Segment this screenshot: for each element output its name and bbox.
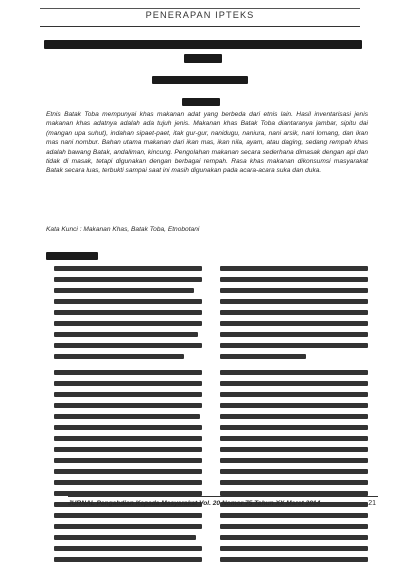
body-line-illegible	[220, 469, 368, 474]
title-line	[184, 54, 222, 63]
body-line-illegible	[220, 403, 368, 408]
body-line-illegible	[220, 414, 368, 419]
body-line-illegible	[54, 447, 202, 452]
body-line-illegible	[54, 343, 202, 348]
body-line-illegible	[220, 332, 368, 337]
body-line-illegible	[220, 321, 368, 326]
body-line-illegible	[54, 310, 202, 315]
body-line-illegible	[220, 392, 368, 397]
body-line-illegible	[220, 343, 368, 348]
body-line-illegible	[54, 414, 200, 419]
header-rule-top	[40, 8, 360, 9]
body-line-illegible	[220, 458, 368, 463]
body-line-illegible	[54, 524, 202, 529]
body-line-illegible	[220, 266, 368, 271]
body-line-illegible	[220, 288, 368, 293]
body-line-illegible	[220, 546, 368, 551]
body-line-illegible	[54, 299, 202, 304]
body-line-illegible	[54, 535, 196, 540]
page-number: 21	[368, 500, 376, 507]
body-line-illegible	[54, 513, 202, 518]
body-line-illegible	[54, 403, 202, 408]
body-line-illegible	[54, 332, 198, 337]
body-line-illegible	[54, 288, 194, 293]
title-line	[44, 40, 362, 49]
intro-heading-illegible	[46, 252, 102, 266]
abstract-heading-line	[182, 98, 220, 106]
body-line-illegible	[220, 310, 368, 315]
intro-heading-line	[46, 252, 98, 260]
keywords: Kata Kunci : Makanan Khas, Batak Toba, Etnobotani	[46, 226, 200, 233]
body-line-illegible	[220, 557, 368, 562]
journal-info: JURNAL Pengabdian Kepada Masyarakat Vol. 20 Nomor 75 Tahun XX Maret 2014	[68, 500, 321, 507]
body-line-illegible	[54, 277, 202, 282]
body-line-illegible	[54, 436, 202, 441]
body-line-illegible	[54, 392, 202, 397]
body-line-illegible	[220, 425, 368, 430]
body-line-illegible	[54, 557, 202, 562]
page-footer	[68, 496, 378, 507]
body-line-illegible	[220, 354, 306, 359]
body-line-illegible	[220, 370, 368, 375]
abstract-text: Etnis Batak Toba mempunyai khas makanan adat yang berbeda dari etnis lain. Hasil inventarisasi jenis makanan khas adatnya adalah ada tujuh jenis. Makanan khas Batak Toba diantaranya jambar, sipitu dai (mangan upa suhut), indahan sipaet-paet, itak gur-gur, nanidugu, naniura, nani arsik, nani lomang, dan ikan mas nani nombur. Bahan utama makanan dari ikan mas, ikan nila, ayam, atau daging, sedang rempah khas adalah bawang Batak, andaliman, kincung. Pengolahan makanan secara sederhana dimasak dengan api dan tidak di masak, tetapi digunakan dengan berbagai rempah. Rasa khas makanan dikonsumsi masyarakat Batak secara luas, terbukti sampai saat ini masih digunakan pada acara-acara suka dan duka.	[46, 111, 368, 175]
body-line-illegible	[220, 513, 368, 518]
body-line-illegible	[220, 436, 368, 441]
body-line-illegible	[54, 425, 202, 430]
body-line-illegible	[54, 354, 184, 359]
body-line-illegible	[220, 299, 368, 304]
body-line-illegible	[54, 266, 202, 271]
article-title-illegible	[44, 40, 366, 68]
body-line-illegible	[54, 458, 202, 463]
body-line-illegible	[54, 546, 202, 551]
body-line-illegible	[54, 469, 202, 474]
body-column-left	[54, 266, 202, 568]
running-head: PENERAPAN IPTEKS	[145, 10, 255, 20]
body-line-illegible	[220, 381, 368, 386]
body-line-illegible	[54, 381, 202, 386]
header-rule-bottom	[40, 26, 360, 27]
author-illegible	[152, 76, 252, 90]
body-line-illegible	[54, 480, 202, 485]
author-line	[152, 76, 248, 84]
body-line-illegible	[220, 480, 368, 485]
body-line-illegible	[220, 447, 368, 452]
body-line-illegible	[54, 370, 202, 375]
body-line-illegible	[220, 277, 368, 282]
body-column-right	[220, 266, 368, 568]
body-line-illegible	[220, 524, 368, 529]
body-line-illegible	[220, 535, 368, 540]
body-line-illegible	[54, 321, 202, 326]
